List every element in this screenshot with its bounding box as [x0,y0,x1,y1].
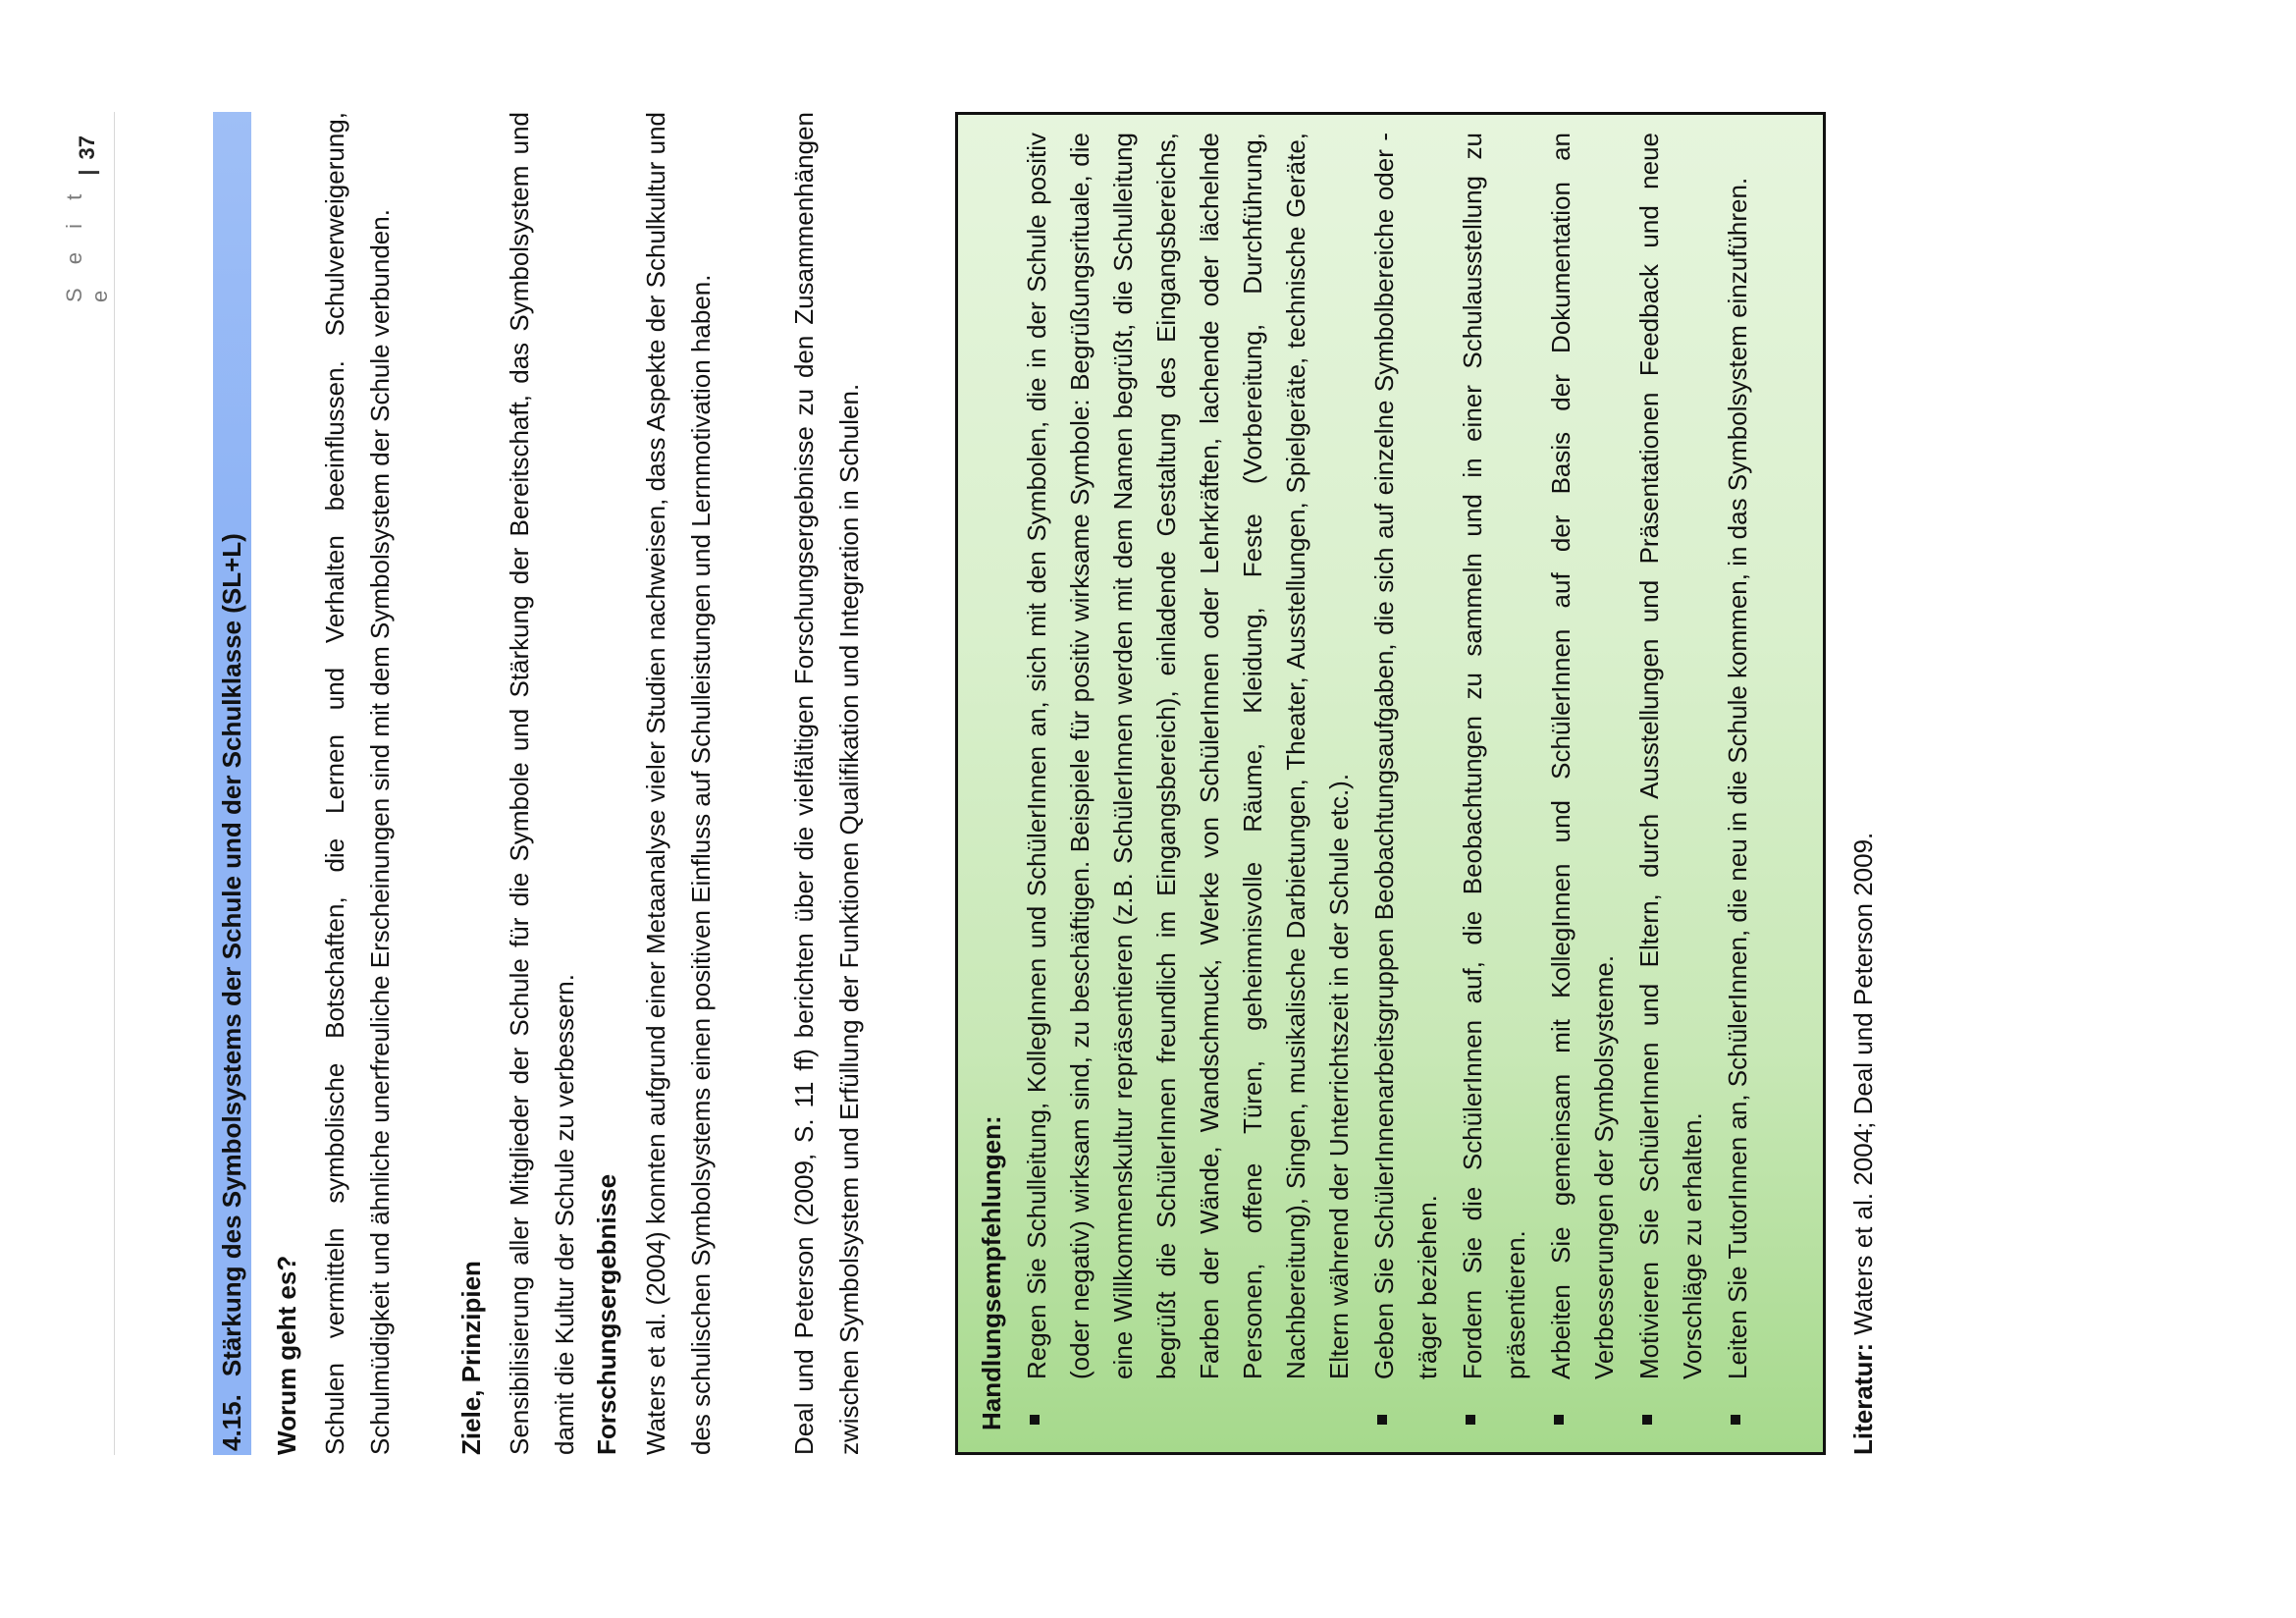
list-item [1539,133,1626,1430]
bullet-square-icon [1731,1415,1740,1425]
recommendations-list [1015,133,1759,1430]
ziele-paragraph: Sensibilisierung aller Mitglieder der Schule für die Symbole und Stärkung der Bereitschaft, das Symbolsystem und damit die Kultur der Schule zu verbessern. [505,112,579,1455]
list-item-text: Motivieren Sie SchülerInnen und Eltern, durch Ausstellungen und Präsentationen Feedback und neue Vorschläge zu erhalten. [1634,133,1707,1379]
forschung-paragraph-1: Waters et al. (2004) konnten aufgrund einer Metaanalyse vieler Studien nachweisen, dass Aspekte der Schulkultur und des schulischen Symbolsystems einen positiven Einfluss auf Schulleistungen und Lernmotivation haben. [641,112,716,1455]
list-item [1628,133,1714,1430]
recommendations-title: Handlungsempfehlungen: [977,1115,1006,1430]
bullet-square-icon [1466,1415,1475,1425]
literature-label: Literatur: [1848,1342,1878,1455]
list-item-text: Leiten Sie TutorInnen an, SchülerInnen, die neu in die Schule kommen, in das Symbolsystem einzuführen. [1723,177,1752,1379]
list-item [1451,133,1537,1430]
page-number: 37 [75,135,99,160]
forschung-heading: Forschungsergebnisse [592,1173,621,1455]
section-heading [213,112,251,1455]
header-rule [114,112,115,1455]
forschung-paragraph-2: Deal und Peterson (2009, S. 11 ff) berichten über die vielfältigen Forschungsergebnisse zu den Zusammenhängen zwischen Symbolsystem und Erfüllung der Funktionen Qualifikation und Integration in Schulen. [789,112,864,1455]
list-item-text: Geben Sie SchülerInnenarbeitsgruppen Beobachtungsaufgaben, die sich auf einzelne Symbolbereiche oder -träger beziehen. [1369,133,1442,1379]
recommendations-box [955,112,1826,1455]
list-item-text: Arbeiten Sie gemeinsam mit KollegInnen und SchülerInnen auf der Basis der Dokumentation an Verbesserungen der Symbolsysteme. [1546,133,1619,1379]
page-header [61,135,114,302]
list-item [1362,133,1449,1430]
bullet-square-icon [1030,1415,1040,1425]
list-item-text: Fordern Sie die SchülerInnen auf, die Beobachtungen zu sammeln und in einer Schulausstellung zu präsentieren. [1458,133,1530,1379]
literature-line [1845,112,1881,1455]
ziele-heading: Ziele, Prinzipien [456,1261,486,1455]
list-item-text: Regen Sie Schulleitung, KollegInnen und SchülerInnen an, sich mit den Symbolen, die in der Schule positiv (oder negativ) wirksam sind, zu beschäftigen. Beispiele für positiv wirksame Symbole: Begrüßungsrituale, die eine Willkommenskultur repräsentieren (z.B. SchülerInnen werden mit dem Namen begrüßt, die Schulleitung begrüßt die SchülerInnen freundlich im Eingangsbereich), einladende Gestaltung des Eingangsbereichs, Farben der Wände, Wandschmuck, Werke von SchülerInnen oder Lehrkräften, lachende oder lächelnde Personen, offene Türen, geheimnisvolle Räume, Kleidung, Feste (Vorbereitung, Durchführung, Nachbereitung), Singen, musikalische Darbietungen, Theater, Ausstellungen, Spielgeräte, technische Geräte, Eltern während der Unterrichtszeit in der Schule etc.). [1022,133,1354,1379]
bullet-square-icon [1377,1415,1387,1425]
section-title: Stärkung des Symbolsystems der Schule und der Schulklasse (SL+L) [217,533,246,1377]
page-separator: | [75,169,99,176]
worum-paragraph: Schulen vermitteln symbolische Botschaften, die Lernen und Verhalten beeinflussen. Schulverweigerung, Schulmüdigkeit und ähnliche unerfreuliche Erscheinungen sind mit dem Symbolsystem der Schule verbunden. [320,112,395,1455]
bullet-square-icon [1642,1415,1652,1425]
bullet-square-icon [1554,1415,1564,1425]
page-label: S e i t e [62,185,112,302]
list-item [1015,133,1361,1430]
section-number: 4.15. [217,1394,246,1451]
literature-text: Waters et al. 2004; Deal und Peterson 2009. [1848,832,1878,1335]
worum-heading: Worum geht es? [272,1255,301,1455]
list-item [1716,133,1759,1430]
